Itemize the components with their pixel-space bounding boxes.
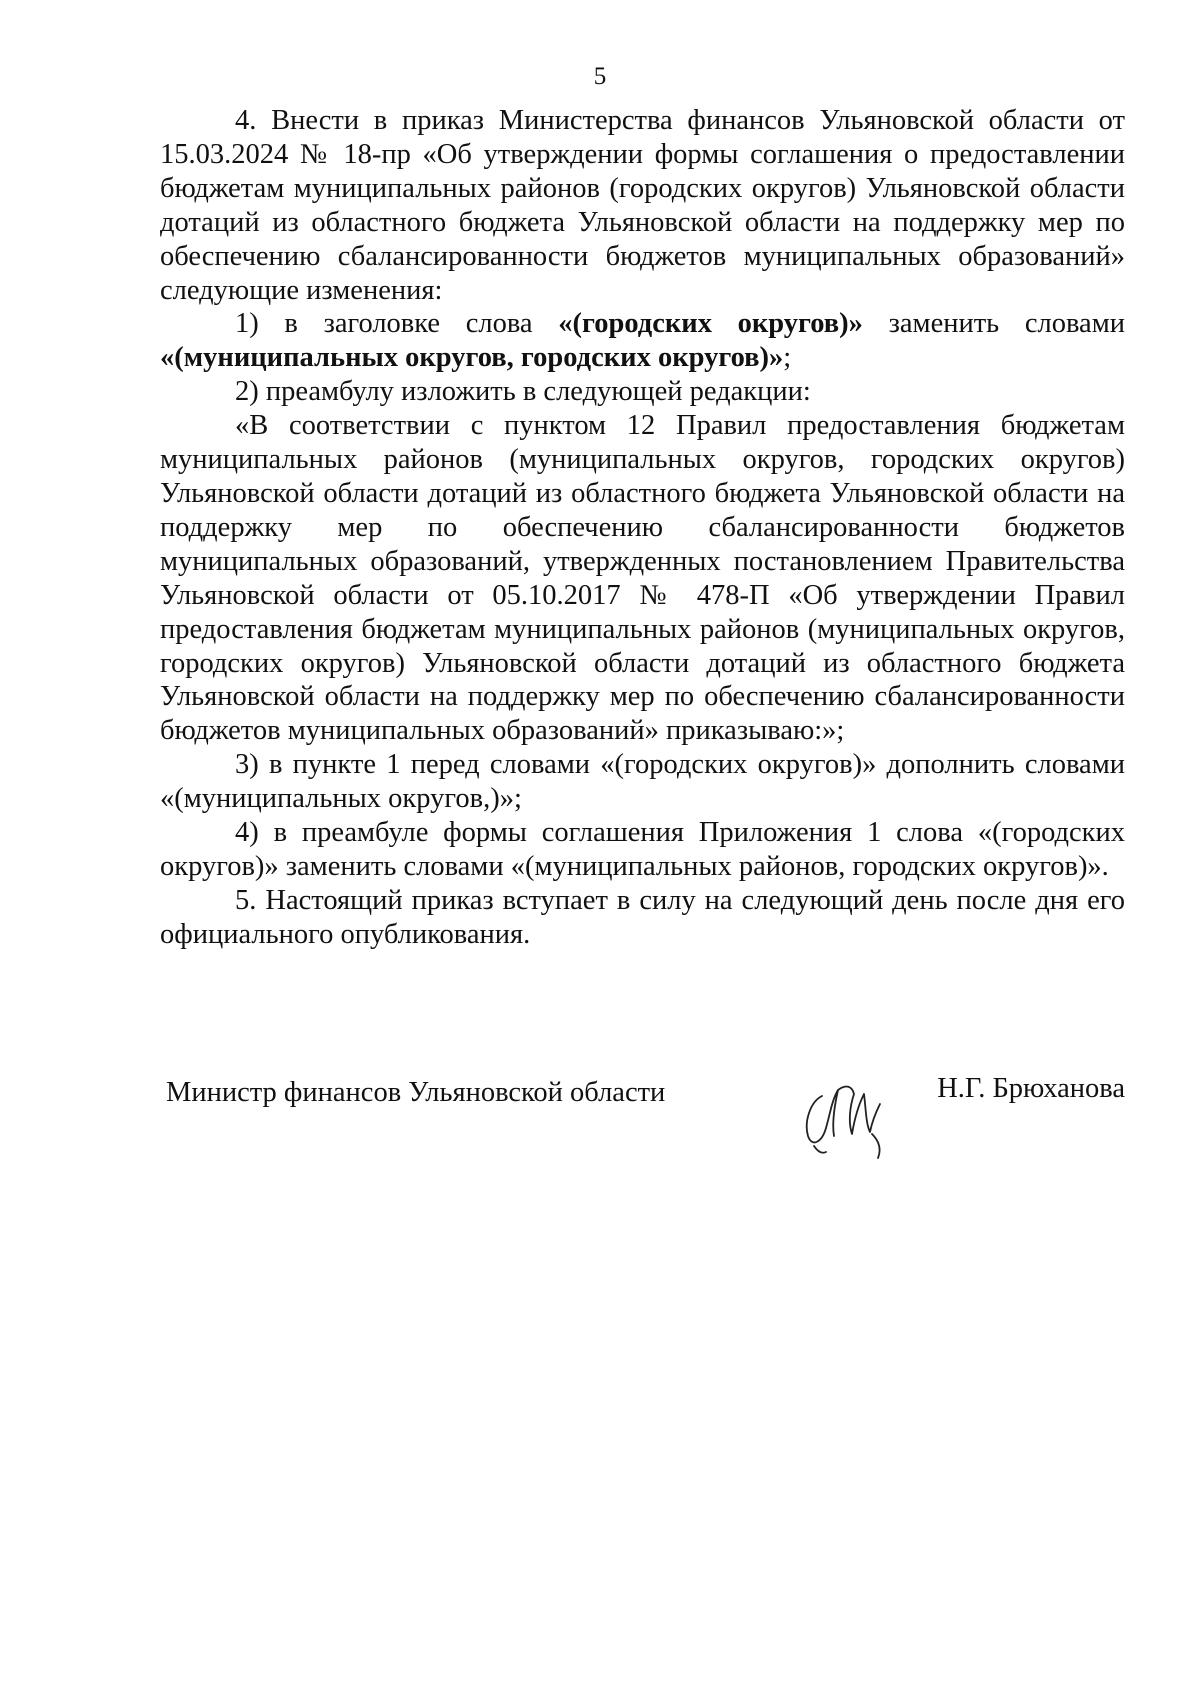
paragraph-5: 5. Настоящий приказ вступает в силу на следующий день после дня его официального опубликования.: [160, 884, 1125, 950]
signatory-name: Н.Г. Брюханова: [937, 1073, 1125, 1104]
item-1-suffix: ;: [783, 342, 792, 374]
item-1: [160, 307, 1125, 375]
paragraph-4: 4. Внести в приказ Министерства финансов Ульяновской области от 15.03.2024 № 18-пр «Об утверждении формы соглашения о предоставлении бюджетам муниципальных районов (городских округов) Ульяновской области дотаций из областного бюджета Ульяновской области на поддержку мер по обеспечению сбалансированности бюджетов муниципальных образований» следующие изменения:: [160, 105, 1125, 306]
item-1-old-words: «(городских округов)»: [558, 308, 863, 340]
item-3: 3) в пункте 1 перед словами «(городских округов)» дополнить словами «(муниципальных округов,)»;: [160, 749, 1125, 815]
item-1-prefix: 1) в заголовке слова: [235, 308, 559, 340]
signature-block: [160, 1064, 1125, 1184]
document-body: [160, 104, 1125, 952]
item-1-new-words: «(муниципальных округов, городских округов)»: [160, 342, 784, 374]
item-4: 4) в преамбуле формы соглашения Приложения 1 слова «(городских округов)» заменить словами «(муниципальных районов, городских округов)».: [160, 817, 1125, 882]
signatory-title: Министр финансов Ульяновской области: [166, 1077, 666, 1108]
item-2: 2) преамбулу изложить в следующей редакции:: [235, 376, 811, 408]
handwritten-signature: [792, 1064, 902, 1164]
page-number: 5: [593, 63, 607, 90]
item-1-middle: заменить словами: [862, 308, 1125, 340]
preamble-quote: «В соответствии с пунктом 12 Правил предоставления бюджетам муниципальных районов (муниципальных округов, городских округов) Ульяновской области дотаций из областного бюджета Ульяновской области на поддержку мер по обеспечению сбалансированности бюджетов муниципальных образований, утвержденных постановлением Правительства Ульяновской области от 05.10.2017 № 478-П «Об утверждении Правил предоставления бюджетам муниципальных районов (муниципальных округов, городских округов) Ульяновской области дотаций из областного бюджета Ульяновской области на поддержку мер по обеспечению сбалансированности бюджетов муниципальных образований» приказываю:»;: [160, 410, 1125, 747]
